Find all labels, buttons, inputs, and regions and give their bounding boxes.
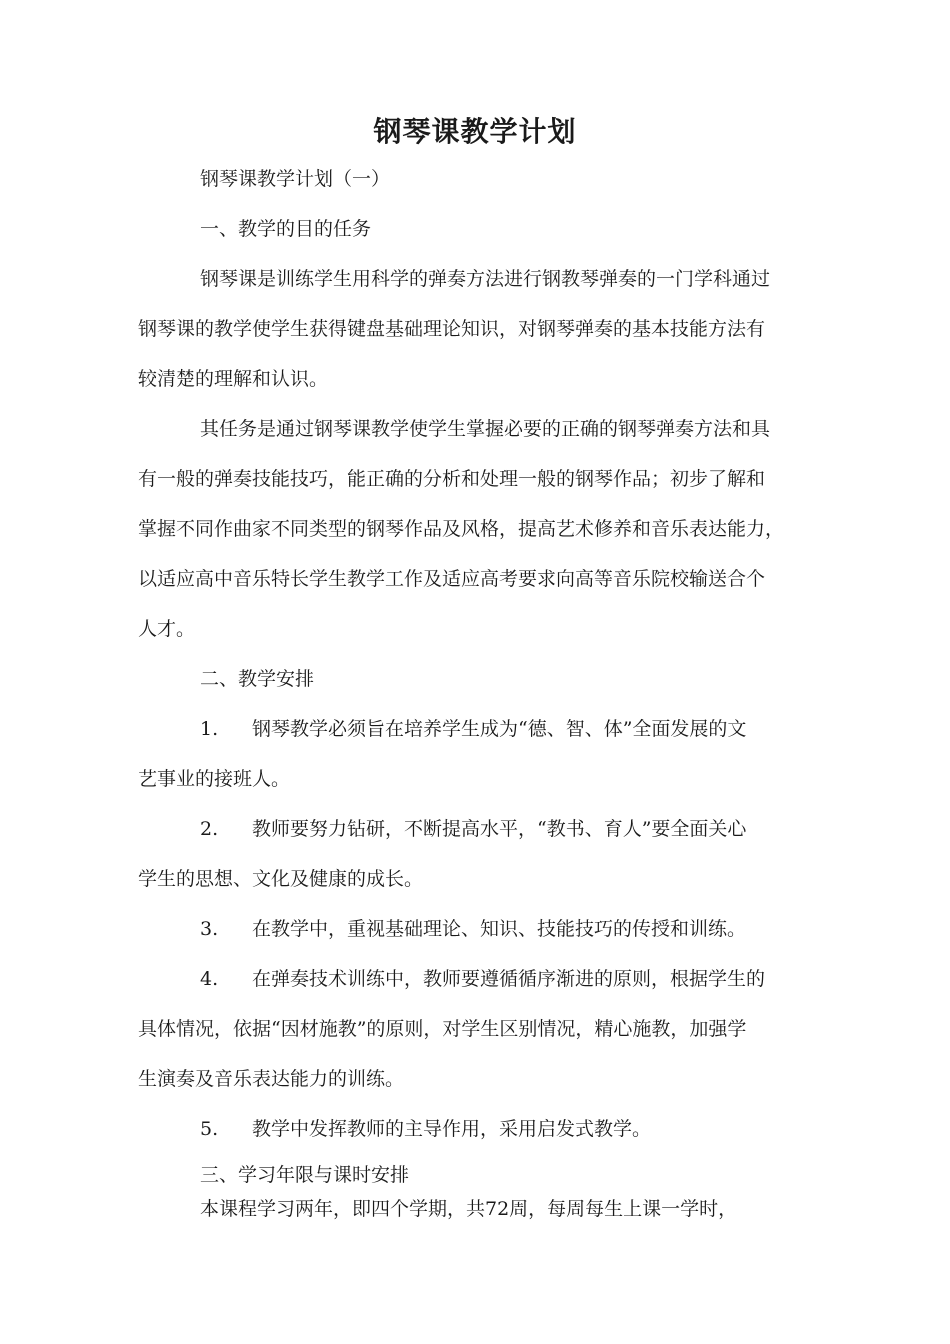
section-1-heading: 一、教学的目的任务	[200, 218, 372, 240]
paragraph-line: 以适应高中音乐特长学生教学工作及适应高考要求向高等音乐院校输送合个	[138, 568, 766, 590]
list-number: 1.	[200, 718, 219, 740]
list-number: 2.	[200, 818, 219, 840]
list-number: 3.	[200, 918, 219, 940]
paragraph-line: 有一般的弹奏技能技巧，能正确的分析和处理一般的钢琴作品；初步了解和	[138, 468, 766, 490]
list-number: 4.	[200, 968, 219, 990]
list-item-4	[200, 966, 818, 992]
list-text: 在教学中，重视基础理论、知识、技能技巧的传授和训练。	[252, 918, 747, 940]
paragraph-line: 人才。	[138, 618, 196, 640]
paragraph-line: 较清楚的理解和认识。	[138, 368, 329, 390]
list-text: 钢琴教学必须旨在培养学生成为“德、智、体”全面发展的文	[252, 718, 747, 740]
subtitle: 钢琴课教学计划（一）	[200, 168, 391, 190]
list-item-5	[200, 1116, 818, 1142]
paragraph-line: 掌握不同作曲家不同类型的钢琴作品及风格，提高艺术修养和音乐表达能力，	[138, 518, 785, 540]
list-number: 5.	[200, 1118, 219, 1140]
list-item-1	[200, 716, 818, 742]
list-item-3	[200, 916, 818, 942]
list-item-4-cont: 生演奏及音乐表达能力的训练。	[138, 1068, 405, 1090]
list-text: 在弹奏技术训练中，教师要遵循循序渐进的原则，根据学生的	[252, 968, 766, 990]
paragraph-line: 钢琴课的教学使学生获得键盘基础理论知识，对钢琴弹奏的基本技能方法有	[138, 318, 766, 340]
section-2-heading: 二、教学安排	[200, 668, 315, 690]
paragraph-line: 本课程学习两年，即四个学期，共72周，每周每生上课一学时，	[200, 1198, 738, 1220]
paragraph-line: 钢琴课是训练学生用科学的弹奏方法进行钢教琴弹奏的一门学科通过	[200, 268, 771, 290]
list-text: 教学中发挥教师的主导作用，采用启发式教学。	[252, 1118, 652, 1140]
paragraph-line: 其任务是通过钢琴课教学使学生掌握必要的正确的钢琴弹奏方法和具	[200, 418, 771, 440]
document-title: 钢琴课教学计划	[373, 115, 577, 148]
list-item-1-cont: 艺事业的接班人。	[138, 768, 291, 790]
list-item-2	[200, 816, 818, 842]
list-item-4-cont: 具体情况，依据“因材施教”的原则，对学生区别情况，精心施教，加强学	[138, 1018, 747, 1040]
list-item-2-cont: 学生的思想、文化及健康的成长。	[138, 868, 424, 890]
section-3-heading: 三、学习年限与课时安排	[200, 1164, 410, 1186]
list-text: 教师要努力钻研，不断提高水平，“教书、育人”要全面关心	[252, 818, 747, 840]
